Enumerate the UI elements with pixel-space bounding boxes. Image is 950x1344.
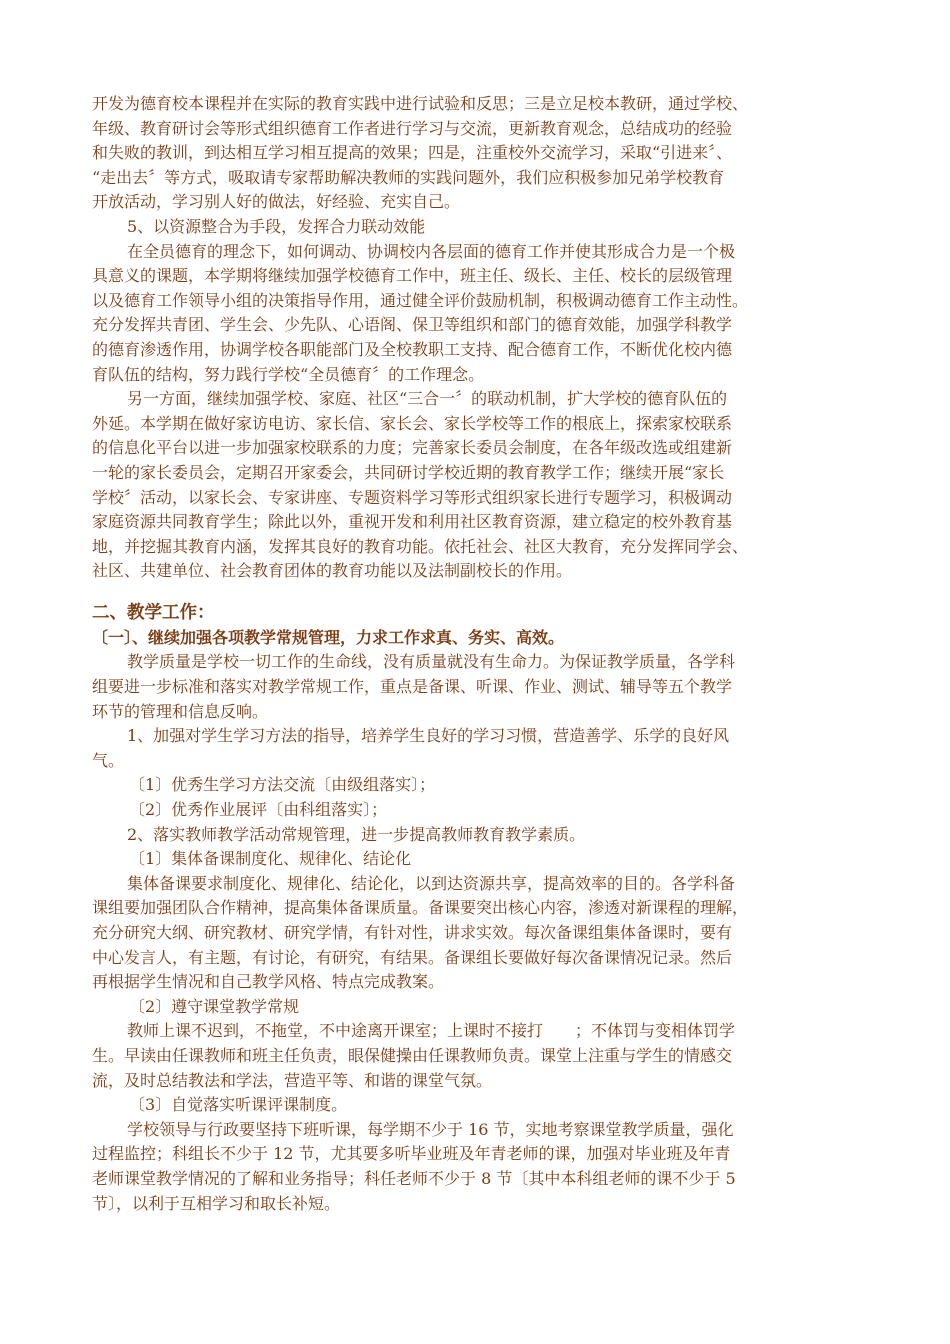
list-item: 〔1〕优秀生学习方法交流〔由级组落实〕；: [129, 775, 436, 795]
paragraph-line: 育队伍的结构，努力践行学校“全员德育〞的工作理念。: [92, 364, 485, 384]
paragraph-line: 开发为德育校本课程并在实际的教育实践中进行试验和反思；三是立足校本教研，通过学校、: [92, 94, 749, 113]
paragraph-line: 另一方面，继续加强学校、家庭、社区“三合一〞的联动机制，扩大学校的德育队伍的: [127, 389, 728, 409]
subsection-heading-2: 2、落实教师教学活动常规管理，进一步提高教师教育教学素质。: [127, 824, 586, 844]
paragraph-line: 教师上课不迟到，不拖堂，不中途离开课室；上课时不接打 ；不体罚与变相体罚学: [127, 1021, 736, 1041]
paragraph-line: 生。早读由任课教师和班主任负责，眼保健操由任课教师负责。课堂上注重与学生的情感交: [92, 1045, 733, 1065]
list-item: 〔1〕集体备课制度化、规律化、结论化: [129, 849, 412, 869]
paragraph-line: 流，及时总结教法和学法，营造平等、和谐的课堂气氛。: [92, 1070, 493, 1090]
paragraph-line: 的信息化平台以进一步加强家校联系的力度；完善家长委员会制度，在各年级改选或组建新: [92, 438, 733, 458]
paragraph-line: 环节的管理和信息反响。: [92, 701, 269, 721]
paragraph-line: 和失败的教训，到达相互学习相互提高的效果；四是，注重校外交流学习，采取“引进来〞、: [92, 143, 733, 163]
paragraph-line: 组要进一步标准和落实对教学常规工作，重点是备课、听课、作业、测试、辅导等五个教学: [92, 677, 733, 697]
subsection-heading-1: 1、加强对学生学习方法的指导，培养学生良好的学习习惯，营造善学、乐学的良好风: [127, 726, 730, 746]
paragraph-line: 充分研究大纲、研究教材、研究学情，有针对性，讲求实效。每次备课组集体备课时，要有: [92, 923, 733, 942]
paragraph-line: 老师课堂教学情况的了解和业务指导；科任老师不少于 8 节〔其中本科组老师的课不少于 5: [92, 1168, 736, 1188]
document-page: [92, 92, 870, 1216]
paragraph-line: 充分发挥共青团、学生会、少先队、心语阁、保卫等组织和部门的德育效能，加强学科教学: [92, 315, 733, 335]
paragraph-line: 中心发言人，有主题，有讨论，有研究，有结果。备课组长要做好每次备课情况记录。然后: [92, 947, 733, 967]
paragraph-line: 以及德育工作领导小组的决策指导作用，通过健全评价鼓励机制，积极调动德育工作主动性。: [92, 290, 749, 310]
paragraph-line: 教学质量是学校一切工作的生命线，没有质量就没有生命力。为保证教学质量，各学科: [127, 652, 736, 672]
paragraph-line: 地，并挖掘其教育内涵，发挥其良好的教育功能。依托社会、社区大教育，充分发挥同学会、: [92, 536, 749, 556]
chapter-heading: 二、教学工作：: [92, 602, 215, 623]
list-item: 〔2〕优秀作业展评〔由科组落实〕；: [129, 800, 388, 820]
paragraph-line: 年级、教育研讨会等形式组织德育工作者进行学习与交流，更新教育观念，总结成功的经验: [92, 118, 733, 138]
paragraph-line: 再根据学生情况和自己教学风格、特点完成教案。: [92, 972, 445, 992]
paragraph-line: 外延。本学期在做好家访电访、家长信、家长会、家长学校等工作的根底上，探索家校联系: [92, 413, 733, 433]
paragraph-line: 的德育渗透作用，协调学校各职能部门及全校教职工支持、配合德育工作，不断优化校内德: [92, 339, 733, 359]
paragraph-line: 在全员德育的理念下，如何调动、协调校内各层面的德育工作并使其形成合力是一个极: [127, 241, 736, 261]
list-item: 〔2〕遵守课堂教学常规: [129, 996, 300, 1016]
paragraph-line: 一轮的家长委员会，定期召开家委会，共同研讨学校近期的教育教学工作；继续开展“家长: [92, 462, 725, 482]
paragraph-line: 家庭资源共同教育学生；除此以外，重视开发和利用社区教育资源，建立稳定的校外教育基: [92, 512, 733, 532]
paragraph-line: 过程监控；科组长不少于 12 节，尤其要多听毕业班及年青老师的课，加强对毕业班及年青: [92, 1144, 731, 1164]
paragraph-line: “走出去〞等方式，吸取请专家帮助解决教师的实践问题外，我们应积极参加兄弟学校教育: [92, 167, 725, 187]
paragraph-line: 节〕，以利于互相学习和取长补短。: [92, 1193, 341, 1213]
paragraph-line: 社区、共建单位、社会教育团体的教育功能以及法制副校长的作用。: [92, 561, 573, 581]
section-heading-5: 5、以资源整合为手段，发挥合力联动效能: [127, 216, 426, 236]
list-item: 〔3〕自觉落实听课评课制度。: [129, 1095, 348, 1115]
paragraph-line: 开放活动，学习别人好的做法，好经验、充实自己。: [92, 192, 461, 212]
paragraph-line: 气。: [92, 750, 125, 770]
paragraph-line: 学校〞活动，以家长会、专家讲座、专题资料学习等形式组织家长进行专题学习，积极调动: [92, 487, 733, 507]
paragraph-line: 学校领导与行政要坚持下班听课，每学期不少于 16 节，实地考察课堂教学质量，强化: [127, 1119, 734, 1139]
paragraph-line: 集体备课要求制度化、规律化、结论化，以到达资源共享，提高效率的目的。各学科备: [127, 873, 736, 893]
paragraph-line: 课组要加强团队合作精神，提高集体备课质量。备课要突出核心内容，渗透对新课程的理解，: [92, 898, 749, 918]
paragraph-line: 具意义的课题，本学期将继续加强学校德育工作中，班主任、级长、主任、校长的层级管理: [92, 266, 733, 286]
section-heading: 〔一〕、继续加强各项教学常规管理，力求工作求真、务实、高效。: [92, 627, 565, 647]
